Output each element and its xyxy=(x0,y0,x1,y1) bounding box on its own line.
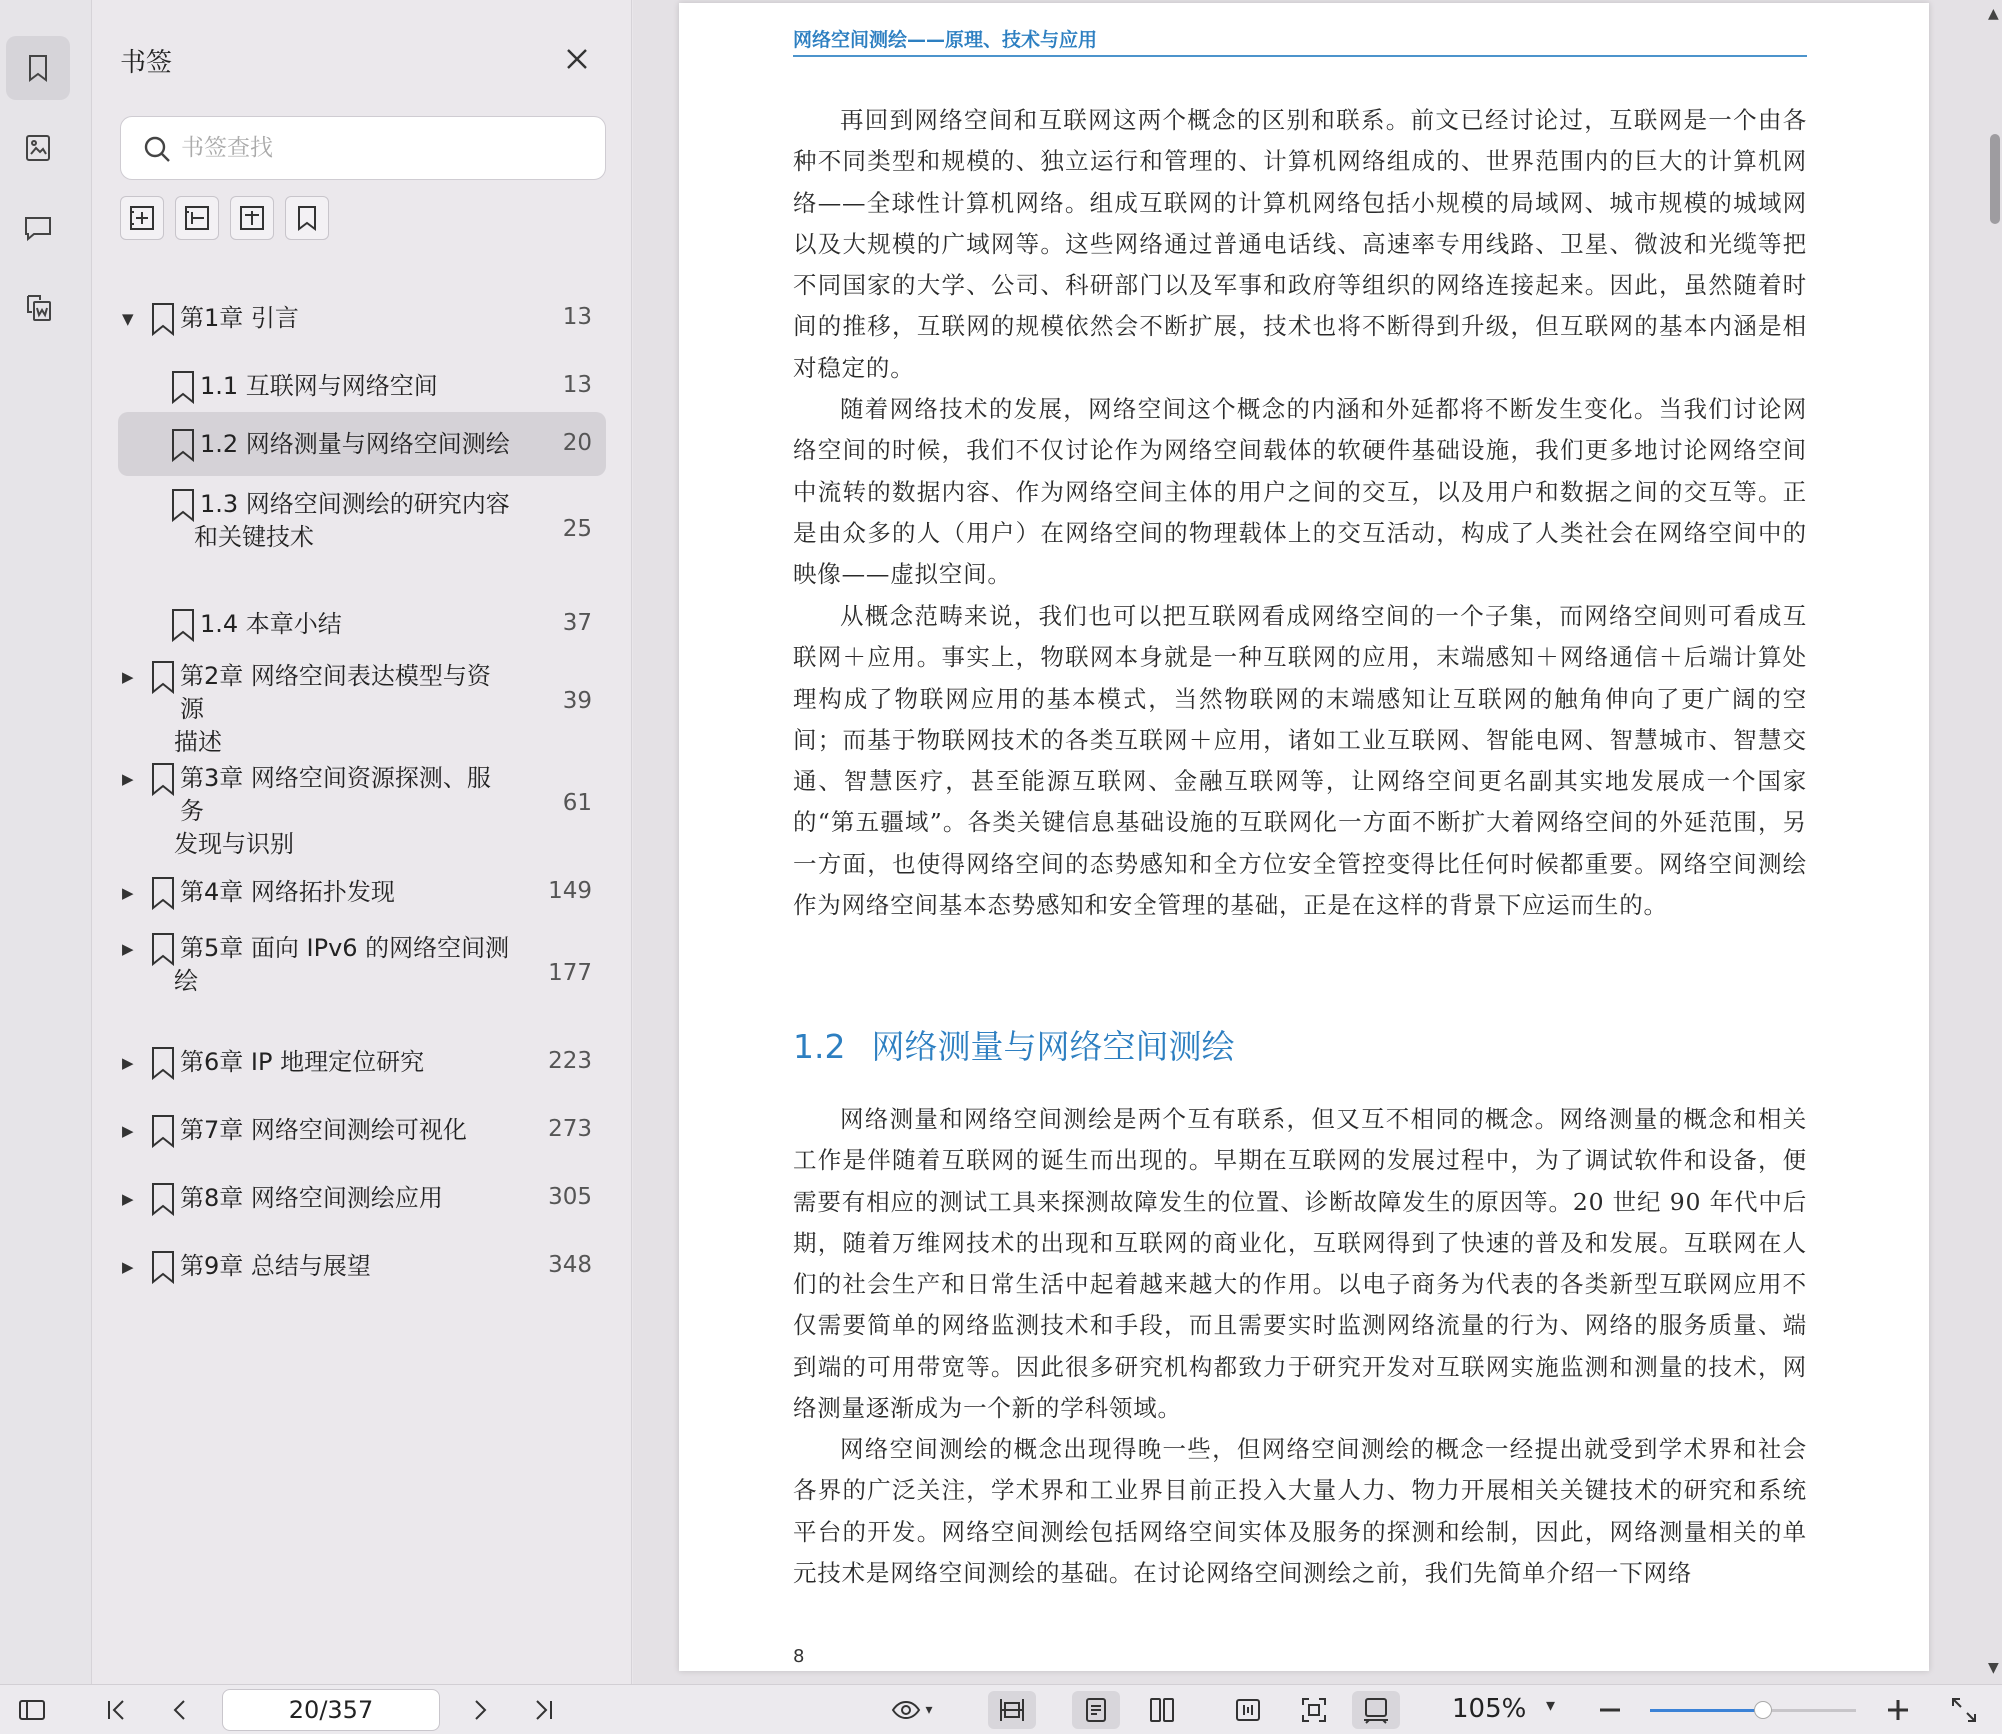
bookmark-label-line: 绘 xyxy=(174,967,198,995)
last-page-icon xyxy=(529,1695,559,1725)
collapsed-arrow-icon[interactable]: ▶ xyxy=(122,1054,134,1072)
comment-panel-button[interactable] xyxy=(6,196,70,260)
bookmark-page-number: 39 xyxy=(562,688,592,714)
header-rule xyxy=(793,55,1807,57)
bookmark-label-line: 1.2 网络测量与网络空间测绘 xyxy=(200,430,510,458)
document-viewport[interactable] xyxy=(633,0,2002,1684)
bookmark-item[interactable] xyxy=(118,862,606,922)
bookmark-page-number: 305 xyxy=(548,1184,592,1210)
paragraph: 再回到网络空间和互联网这两个概念的区别和联系。前文已经讨论过，互联网是一个由各种不同类型和规模的、独立运行和管理的、计算机网络组成的、世界范围内的巨大的计算机网络——全球性计算机网络。组成互联网的计算机网络包括小规模的局域网、城市规模的城域网以及大规模的广域网等。这些网络通过普通电话线、高速率专用线路、卫星、微波和光缆等把不同国家的大学、公司、科研部门以及军事和政府等组织的网络连接起来。因此，虽然随着时间的推移，互联网的规模依然会不断扩展，技术也将不断得到升级，但互联网的基本内涵是相对稳定的。 xyxy=(793,106,1807,382)
bookmark-label xyxy=(200,428,510,461)
expanded-arrow-icon[interactable]: ▼ xyxy=(122,310,134,328)
minus-icon xyxy=(1595,1695,1625,1725)
bookmark-panel xyxy=(92,0,632,1684)
bookmark-item[interactable] xyxy=(118,1236,606,1296)
bookmark-settings-button[interactable] xyxy=(285,196,329,240)
bookmark-icon xyxy=(150,932,176,966)
collapsed-arrow-icon[interactable]: ▶ xyxy=(122,770,134,788)
bookmark-label-line: 第3章 网络空间资源探测、服务 xyxy=(180,764,491,825)
continuous-scroll-button[interactable] xyxy=(1226,1691,1270,1729)
bookmark-item[interactable] xyxy=(118,652,606,756)
zoom-slider-thumb[interactable] xyxy=(1754,1701,1772,1719)
bookmark-label-line: 1.3 网络空间测绘的研究内容 xyxy=(200,490,510,518)
page-number-input[interactable]: 20/357 xyxy=(222,1689,440,1731)
collapse-all-button[interactable] xyxy=(175,196,219,240)
next-page-button[interactable] xyxy=(460,1691,500,1729)
eye-icon xyxy=(891,1695,921,1725)
add-bookmark-button[interactable] xyxy=(230,196,274,240)
bookmark-icon xyxy=(150,1114,176,1148)
fit-page-button[interactable] xyxy=(1292,1691,1336,1729)
bookmark-icon xyxy=(22,52,54,84)
collapse-all-icon xyxy=(182,203,212,233)
bookmark-label-line: 第5章 面向 IPv6 的网络空间测 xyxy=(180,934,510,962)
bookmark-page-number: 273 xyxy=(548,1116,592,1142)
add-bookmark-icon xyxy=(237,203,267,233)
bookmark-label xyxy=(174,762,510,861)
bookmark-page-number: 13 xyxy=(562,372,592,398)
chevron-down-icon: ▾ xyxy=(925,1702,933,1718)
bookmark-icon xyxy=(150,302,176,336)
bookmark-label-line: 第2章 网络空间表达模型与资源 xyxy=(180,662,491,723)
document-page xyxy=(679,3,1929,1671)
bookmark-icon xyxy=(150,660,176,694)
bookmark-item[interactable] xyxy=(118,754,606,858)
collapsed-arrow-icon[interactable]: ▶ xyxy=(122,1258,134,1276)
running-head: 网络空间测绘——原理、技术与应用 xyxy=(793,29,1098,51)
paragraph: 网络空间测绘的概念出现得晚一些，但网络空间测绘的概念一经提出就受到学术界和社会各界的广泛关注，学术界和工业界目前正投入大量人力、物力开展相关关键技术的研究和系统平台的开发。网络空间测绘包括网络空间实体及服务的探测和绘制，因此，网络测量相关的单元技术是网络空间测绘的基础。在讨论网络空间测绘之前，我们先简单介绍一下网络 xyxy=(793,1435,1807,1587)
close-panel-button[interactable] xyxy=(562,44,592,74)
zoom-dropdown-chevron-icon[interactable]: ▾ xyxy=(1546,1695,1556,1716)
paragraph: 随着网络技术的发展，网络空间这个概念的内涵和外延都将不断发生变化。当我们讨论网络空间的时候，我们不仅讨论作为网络空间载体的软硬件基础设施，我们更多地讨论网络空间中流转的数据内容、作为网络空间主体的用户之间的交互，以及用户和数据之间的交互等。正是由众多的人（用户）在网络空间的物理载体上的交互活动，构成了人类社会在网络空间中的映像——虚拟空间。 xyxy=(793,395,1807,589)
bookmark-page-number: 13 xyxy=(562,304,592,330)
search-icon xyxy=(141,133,173,165)
two-page-icon xyxy=(1147,1695,1177,1725)
bookmark-icon xyxy=(170,428,196,462)
bookmark-page-number: 37 xyxy=(562,610,592,636)
bookmark-label xyxy=(200,370,510,403)
bookmark-page-number: 149 xyxy=(548,878,592,904)
bookmark-label xyxy=(174,932,510,998)
bookmark-page-number: 25 xyxy=(562,516,592,542)
bookmark-page-number: 223 xyxy=(548,1048,592,1074)
bookmark-label-line: 第9章 总结与展望 xyxy=(180,1252,371,1280)
scroll-thumb[interactable] xyxy=(1990,134,2000,224)
bookmark-label xyxy=(180,1046,510,1079)
fit-width-icon xyxy=(997,1695,1027,1725)
bookmark-label xyxy=(180,1182,510,1215)
bookmark-label-line: 第4章 网络拓扑发现 xyxy=(180,878,395,906)
collapsed-arrow-icon[interactable]: ▶ xyxy=(122,1190,134,1208)
bookmark-icon xyxy=(150,762,176,796)
bookmark-icon xyxy=(150,876,176,910)
bookmark-label-line: 第6章 IP 地理定位研究 xyxy=(180,1048,425,1076)
bookmark-item[interactable] xyxy=(118,1168,606,1228)
panel-title: 书签 xyxy=(120,48,173,78)
bookmark-outline-icon xyxy=(292,203,322,233)
bookmark-label xyxy=(194,488,510,554)
left-icon-rail xyxy=(0,0,92,1684)
fit-width-button[interactable] xyxy=(988,1691,1036,1729)
bookmark-label xyxy=(200,608,510,641)
section-title: 网络测量与网络空间测绘 xyxy=(871,1027,1235,1066)
bookmark-search-input[interactable] xyxy=(181,135,581,161)
bookmark-label-line: 发现与识别 xyxy=(174,830,294,858)
paragraph: 从概念范畴来说，我们也可以把互联网看成网络空间的一个子集，而网络空间则可看成互联网＋应用。事实上，物联网本身就是一种互联网的应用，末端感知＋网络通信＋后端计算处理构成了物联网应用的基本模式，当然物联网的末端感知让互联网的触角伸向了更广阔的空间；而基于物联网技术的各类互联网＋应用，诸如工业互联网、智能电网、智慧城市、智慧交通、智慧医疗，甚至能源互联网、金融互联网等，让网络空间更名副其实地发展成一个国家的“第五疆域”。各类关键信息基础设施的互联网化一方面不断扩大着网络空间的外延范围，另一方面，也使得网络空间的态势感知和全方位安全管控变得比任何时候都重要。网络空间测绘作为网络空间基本态势感知和安全管理的基础，正是在这样的背景下应运而生的。 xyxy=(793,602,1807,920)
zoom-level[interactable]: 105% xyxy=(1452,1694,1527,1724)
page-number: 8 xyxy=(793,1646,805,1667)
zoom-out-button[interactable] xyxy=(1592,1691,1628,1729)
single-page-button[interactable] xyxy=(1072,1691,1120,1729)
bookmark-item[interactable] xyxy=(118,480,606,580)
scroll-up-arrow-icon[interactable]: ▲ xyxy=(1988,6,1999,22)
two-page-button[interactable] xyxy=(1140,1691,1184,1729)
view-mode-button[interactable] xyxy=(880,1691,944,1729)
extract-panel-button[interactable] xyxy=(6,276,70,340)
bookmark-item[interactable] xyxy=(118,594,606,654)
first-page-button[interactable] xyxy=(96,1691,136,1729)
fullscreen-button[interactable] xyxy=(1944,1691,1984,1729)
document-copy-icon xyxy=(22,292,54,324)
collapsed-arrow-icon[interactable]: ▶ xyxy=(122,1122,134,1140)
bookmark-label-line: 第1章 引言 xyxy=(180,304,299,332)
zoom-slider[interactable] xyxy=(1650,1709,1856,1712)
bookmark-icon xyxy=(170,608,196,642)
collapsed-arrow-icon[interactable]: ▶ xyxy=(122,668,134,686)
comment-icon xyxy=(22,212,54,244)
chevron-right-icon xyxy=(465,1695,495,1725)
bookmark-search-box[interactable] xyxy=(120,116,606,180)
section-number: 1.2 xyxy=(793,1027,846,1066)
chevron-left-icon xyxy=(165,1695,195,1725)
bookmark-page-number: 177 xyxy=(548,960,592,986)
expand-all-button[interactable] xyxy=(120,196,164,240)
bookmark-label xyxy=(174,660,510,759)
thumbnail-icon xyxy=(22,132,54,164)
plus-icon xyxy=(1883,1695,1913,1725)
bookmark-item[interactable] xyxy=(118,1100,606,1160)
fit-height-icon xyxy=(1361,1695,1391,1725)
single-page-icon xyxy=(1081,1695,1111,1725)
toggle-sidebar-button[interactable] xyxy=(12,1691,52,1729)
bookmark-label-line: 描述 xyxy=(174,728,222,756)
paragraph: 网络测量和网络空间测绘是两个互有联系，但又互不相同的概念。网络测量的概念和相关工作是伴随着互联网的诞生而出现的。早期在互联网的发展过程中，为了调试软件和设备，便需要有相应的测试工具来探测故障发生的位置、诊断故障发生的原因等。20 世纪 90 年代中后期，随着万维网技术的出现和互联网的商业化，互联网得到了快速的普及和发展。互联网在人们的社会生产和日常生活中起着越来越大的作用。以电子商务为代表的各类新型互联网应用不仅需要简单的网络监测技术和手段，而且需要实时监测网络流量的行为、网络的服务质量、端到端的可用带宽等。因此很多研究机构都致力于研究开发对互联网实施监测和测量的技术，网络测量逐渐成为一个新的学科领域。 xyxy=(793,1105,1807,1423)
bookmark-label-line: 第8章 网络空间测绘应用 xyxy=(180,1184,443,1212)
bookmark-label-line: 第7章 网络空间测绘可视化 xyxy=(180,1116,467,1144)
scroll-mode-icon xyxy=(1233,1695,1263,1725)
bookmark-page-number: 348 xyxy=(548,1252,592,1278)
expand-all-icon xyxy=(127,203,157,233)
bookmark-icon xyxy=(150,1182,176,1216)
zoom-slider-fill xyxy=(1650,1709,1763,1712)
bookmark-label-line: 和关键技术 xyxy=(194,523,314,551)
scroll-down-arrow-icon[interactable]: ▼ xyxy=(1988,1660,1999,1676)
first-page-icon xyxy=(101,1695,131,1725)
bookmark-label xyxy=(180,1250,510,1283)
bookmark-page-number: 61 xyxy=(562,790,592,816)
fullscreen-icon xyxy=(1949,1695,1979,1725)
sidebar-icon xyxy=(17,1695,47,1725)
vertical-scrollbar[interactable] xyxy=(1988,0,2002,1684)
bookmark-icon xyxy=(170,488,196,522)
fit-page-icon xyxy=(1299,1695,1329,1725)
last-page-button[interactable] xyxy=(524,1691,564,1729)
bookmark-label-line: 1.1 互联网与网络空间 xyxy=(200,372,438,400)
close-icon xyxy=(562,44,592,74)
zoom-in-button[interactable] xyxy=(1880,1691,1916,1729)
bookmark-label xyxy=(180,302,510,335)
bookmark-icon xyxy=(150,1250,176,1284)
bookmark-panel-button[interactable] xyxy=(6,36,70,100)
bookmark-tools xyxy=(120,196,329,240)
collapsed-arrow-icon[interactable]: ▶ xyxy=(122,884,134,902)
thumbnail-panel-button[interactable] xyxy=(6,116,70,180)
bookmark-label xyxy=(180,876,510,909)
collapsed-arrow-icon[interactable]: ▶ xyxy=(122,940,134,958)
bookmark-icon xyxy=(150,1046,176,1080)
bookmark-label-line: 1.4 本章小结 xyxy=(200,610,342,638)
bookmark-item[interactable] xyxy=(118,356,606,416)
bottom-toolbar xyxy=(0,1684,2002,1734)
bookmark-item[interactable] xyxy=(118,924,606,1024)
bookmark-icon xyxy=(170,370,196,404)
bookmark-item[interactable] xyxy=(118,288,606,348)
bookmark-label xyxy=(180,1114,510,1147)
bookmark-item[interactable] xyxy=(118,412,606,476)
bookmark-page-number: 20 xyxy=(562,430,592,456)
previous-page-button[interactable] xyxy=(160,1691,200,1729)
bookmark-item[interactable] xyxy=(118,1032,606,1092)
fit-height-button[interactable] xyxy=(1352,1691,1400,1729)
section-heading xyxy=(793,1021,1234,1068)
